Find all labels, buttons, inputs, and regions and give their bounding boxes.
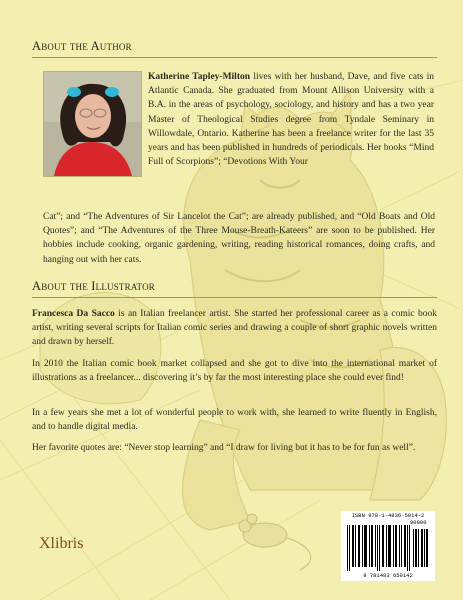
illustrator-para-4: Her favorite quotes are: “Never stop learning” and “I draw for living but it has to be for fun as well”. (32, 443, 416, 453)
author-bio-bottom: Cat”; and “The Adventures of Sir Lancelot the Cat”; are already published, and “Old Boats and Old Quotes”; and “The Adventures of the Three Mouse-Breath-Kateers” are soon to be published. Her hobbies include cooking, organic gardening, writing, reading historical romances, doing crafts, and hanging out with her cats. (43, 212, 435, 265)
author-photo (43, 71, 142, 177)
author-heading-rule (32, 57, 437, 58)
author-name: Katherine Tapley-Milton (148, 72, 251, 82)
author-bio-top (148, 70, 434, 169)
illustrator-para-3: In a few years she met a lot of wonderful people to work with, she learned to write fluently in English, and to handle digital media. (32, 408, 437, 433)
illustrator-name: Francesca Da Sacco (32, 309, 115, 319)
author-heading: About the Author (32, 39, 132, 53)
illustrator-para-1 (32, 307, 437, 350)
barcode-number: 9 781483 650142 (363, 572, 413, 579)
illustrator-heading-rule (32, 297, 437, 298)
publisher-logo: Xlibris (39, 535, 84, 552)
illustrator-heading: About the Illustrator (32, 279, 155, 293)
isbn-text: ISBN 978-1-4836-5014-2 (351, 512, 425, 519)
price-code: 90000 (410, 519, 427, 526)
illustrator-para-1-text: is an Italian freelancer artist. She started her professional career as a comic book artist, writing several scripts for Italian comic series and drawing a couple of short graphic novels written and drawn by herself. (32, 309, 438, 348)
illustrator-para-2: In 2010 the Italian comic book market collapsed and she got to dive into the international market of illustrations as a freelancer... discovering it’s by far the most interesting place she could ever find! (32, 359, 437, 384)
author-bio-part1: lives with her husband, Dave, and five cats in Atlantic Canada. She graduated from Mount Allison University with a B.A. in the areas of psychology, sociology, and history and has a two year Master of Theological Studies degree from Tyndale Seminary in Willowdale, Ontario. Katherine has been a freelance writer for the last 35 years and has been published in hundreds of periodicals. Her books “Mind Full of Scorpions”; “Devotions With Your (148, 72, 434, 168)
